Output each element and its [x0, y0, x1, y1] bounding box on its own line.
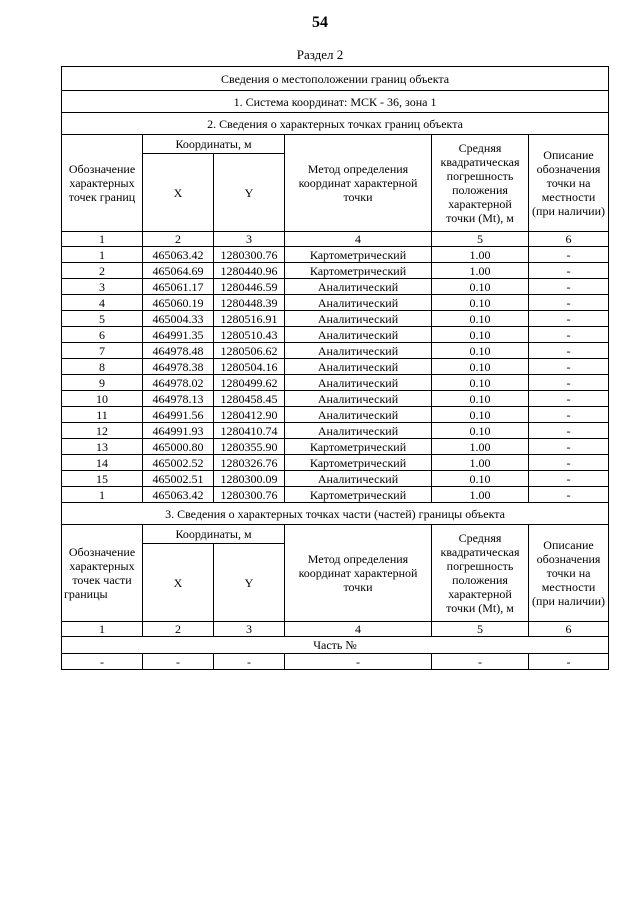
table-cell: 465063.42	[143, 247, 214, 263]
table-cell: 464991.93	[143, 423, 214, 439]
table-cell: Аналитический	[285, 471, 432, 487]
table-cell: 0.10	[432, 375, 529, 391]
table-cell: -	[529, 247, 609, 263]
table-cell: 9	[62, 375, 143, 391]
table-cell: -	[529, 327, 609, 343]
table-cell: Картометрический	[285, 263, 432, 279]
table-cell: 1280499.62	[214, 375, 285, 391]
table-cell: -	[529, 487, 609, 503]
table-cell: Картометрический	[285, 247, 432, 263]
table-cell: 465002.51	[143, 471, 214, 487]
table-row	[62, 327, 609, 343]
table-cell: 10	[62, 391, 143, 407]
table-row	[62, 263, 609, 279]
section3-column-numbers	[62, 622, 609, 637]
table-cell: 1	[62, 487, 143, 503]
table-cell: 8	[62, 359, 143, 375]
table-cell: 465004.33	[143, 311, 214, 327]
table-cell: 0.10	[432, 343, 529, 359]
table-cell: Аналитический	[285, 311, 432, 327]
table-cell: 12	[62, 423, 143, 439]
table-cell: -	[529, 359, 609, 375]
part-label: Часть №	[62, 637, 609, 654]
table-cell: 1280510.43	[214, 327, 285, 343]
boundary-table	[61, 66, 609, 670]
header-x: X	[143, 154, 214, 232]
header3-description: Описание обозначения точки на местности (при наличии)	[529, 525, 609, 622]
table-cell: 1280446.59	[214, 279, 285, 295]
table-cell: 464991.35	[143, 327, 214, 343]
table-cell: 5	[62, 311, 143, 327]
table-title: Сведения о местоположении границ объекта	[62, 67, 609, 91]
table-cell: -	[529, 343, 609, 359]
table-cell: 1280504.16	[214, 359, 285, 375]
table-cell: 0.10	[432, 423, 529, 439]
table-cell: 1.00	[432, 455, 529, 471]
table-cell: 1280326.76	[214, 455, 285, 471]
column-number: 4	[285, 622, 432, 637]
header-coordinates: Координаты, м	[143, 135, 285, 154]
table-cell: Аналитический	[285, 375, 432, 391]
table-cell: 1.00	[432, 263, 529, 279]
table-row	[62, 471, 609, 487]
section-title: Раздел 2	[296, 47, 344, 62]
table-cell: 4	[62, 295, 143, 311]
table-row	[62, 311, 609, 327]
header3-method: Метод определения координат характерной точки	[285, 525, 432, 622]
table-cell: Аналитический	[285, 391, 432, 407]
header-designation: Обозначение характерных точек границ	[62, 135, 143, 232]
table-cell: 2	[62, 263, 143, 279]
table-cell: -	[529, 455, 609, 471]
header3-coordinates: Координаты, м	[143, 525, 285, 544]
table-row	[62, 343, 609, 359]
table-cell: 465002.52	[143, 455, 214, 471]
table-cell: 465060.19	[143, 295, 214, 311]
table-cell: 0.10	[432, 311, 529, 327]
table-cell: 0.10	[432, 407, 529, 423]
header-description: Описание обозначения точки на местности (при наличии)	[529, 135, 609, 232]
table-row	[62, 375, 609, 391]
header3-designation: Обозначение характерных точек части границы	[62, 525, 143, 622]
table-cell: 14	[62, 455, 143, 471]
table-cell: 0.10	[432, 279, 529, 295]
table-cell: 1280300.76	[214, 487, 285, 503]
table-cell: -	[529, 423, 609, 439]
table-cell: 0.10	[432, 327, 529, 343]
table-cell: 1.00	[432, 247, 529, 263]
table-cell: 1	[62, 247, 143, 263]
header3-x: X	[143, 544, 214, 622]
column-number: 6	[529, 622, 609, 637]
header-error: Средняя квадратическая погрешность положения характерной точки (Mt), м	[432, 135, 529, 232]
table-row	[62, 295, 609, 311]
table-cell: Картометрический	[285, 439, 432, 455]
header3-error: Средняя квадратическая погрешность положения характерной точки (Mt), м	[432, 525, 529, 622]
table-cell: 1280300.76	[214, 247, 285, 263]
table-cell: 1280355.90	[214, 439, 285, 455]
table-cell: 6	[62, 327, 143, 343]
table-cell: -	[529, 391, 609, 407]
table-row	[62, 407, 609, 423]
column-number: 4	[285, 232, 432, 247]
table-cell: Аналитический	[285, 407, 432, 423]
table-cell: -	[529, 279, 609, 295]
header-method: Метод определения координат характерной точки	[285, 135, 432, 232]
section2-title: 2. Сведения о характерных точках границ объекта	[62, 113, 609, 135]
table-cell: Аналитический	[285, 327, 432, 343]
header3-y: Y	[214, 544, 285, 622]
column-number: 2	[143, 232, 214, 247]
table-cell: -	[529, 407, 609, 423]
column-number: 1	[62, 232, 143, 247]
table-cell: Аналитический	[285, 423, 432, 439]
table-row	[62, 439, 609, 455]
table-cell: 3	[62, 279, 143, 295]
table-cell: 1280412.90	[214, 407, 285, 423]
table-cell: -	[432, 654, 529, 670]
table-cell: -	[285, 654, 432, 670]
table-cell: Аналитический	[285, 343, 432, 359]
table-cell: Аналитический	[285, 359, 432, 375]
table-cell: 0.10	[432, 391, 529, 407]
table-cell: 1.00	[432, 439, 529, 455]
table-cell: -	[143, 654, 214, 670]
table-cell: -	[62, 654, 143, 670]
table-row	[62, 654, 609, 670]
table-cell: 11	[62, 407, 143, 423]
table-cell: 1.00	[432, 487, 529, 503]
table-cell: 13	[62, 439, 143, 455]
table-cell: Картометрический	[285, 487, 432, 503]
table-cell: 0.10	[432, 295, 529, 311]
table-cell: 1280440.96	[214, 263, 285, 279]
table-cell: 465064.69	[143, 263, 214, 279]
table-cell: 15	[62, 471, 143, 487]
table-cell: 1280300.09	[214, 471, 285, 487]
table-row	[62, 391, 609, 407]
table-row	[62, 455, 609, 471]
section2-column-numbers	[62, 232, 609, 247]
coordinate-system: 1. Система координат: МСК - 36, зона 1	[62, 91, 609, 113]
table-row	[62, 359, 609, 375]
table-cell: 1280458.45	[214, 391, 285, 407]
table-cell: -	[529, 375, 609, 391]
page-number: 54	[312, 14, 328, 31]
column-number: 2	[143, 622, 214, 637]
column-number: 3	[214, 622, 285, 637]
column-number: 1	[62, 622, 143, 637]
table-row	[62, 247, 609, 263]
section3-title: 3. Сведения о характерных точках части (частей) границы объекта	[62, 503, 609, 525]
table-cell: Картометрический	[285, 455, 432, 471]
table-cell: -	[529, 654, 609, 670]
table-cell: 0.10	[432, 359, 529, 375]
table-cell: -	[529, 439, 609, 455]
table-row	[62, 423, 609, 439]
column-number: 5	[432, 622, 529, 637]
table-cell: 464978.38	[143, 359, 214, 375]
table-cell: 464978.02	[143, 375, 214, 391]
column-number: 5	[432, 232, 529, 247]
table-cell: 465063.42	[143, 487, 214, 503]
column-number: 6	[529, 232, 609, 247]
table-cell: 465000.80	[143, 439, 214, 455]
table-cell: -	[214, 654, 285, 670]
column-number: 3	[214, 232, 285, 247]
header-y: Y	[214, 154, 285, 232]
table-cell: 1280410.74	[214, 423, 285, 439]
table-row	[62, 279, 609, 295]
table-cell: 1280448.39	[214, 295, 285, 311]
table-cell: 464978.13	[143, 391, 214, 407]
table-row	[62, 487, 609, 503]
table-cell: 1280506.62	[214, 343, 285, 359]
table-cell: -	[529, 263, 609, 279]
table-cell: 465061.17	[143, 279, 214, 295]
table-cell: 7	[62, 343, 143, 359]
table-cell: -	[529, 311, 609, 327]
table-cell: 464978.48	[143, 343, 214, 359]
table-cell: 0.10	[432, 471, 529, 487]
table-cell: Аналитический	[285, 279, 432, 295]
table-cell: Аналитический	[285, 295, 432, 311]
table-cell: 1280516.91	[214, 311, 285, 327]
table-cell: -	[529, 471, 609, 487]
table-cell: 464991.56	[143, 407, 214, 423]
table-cell: -	[529, 295, 609, 311]
